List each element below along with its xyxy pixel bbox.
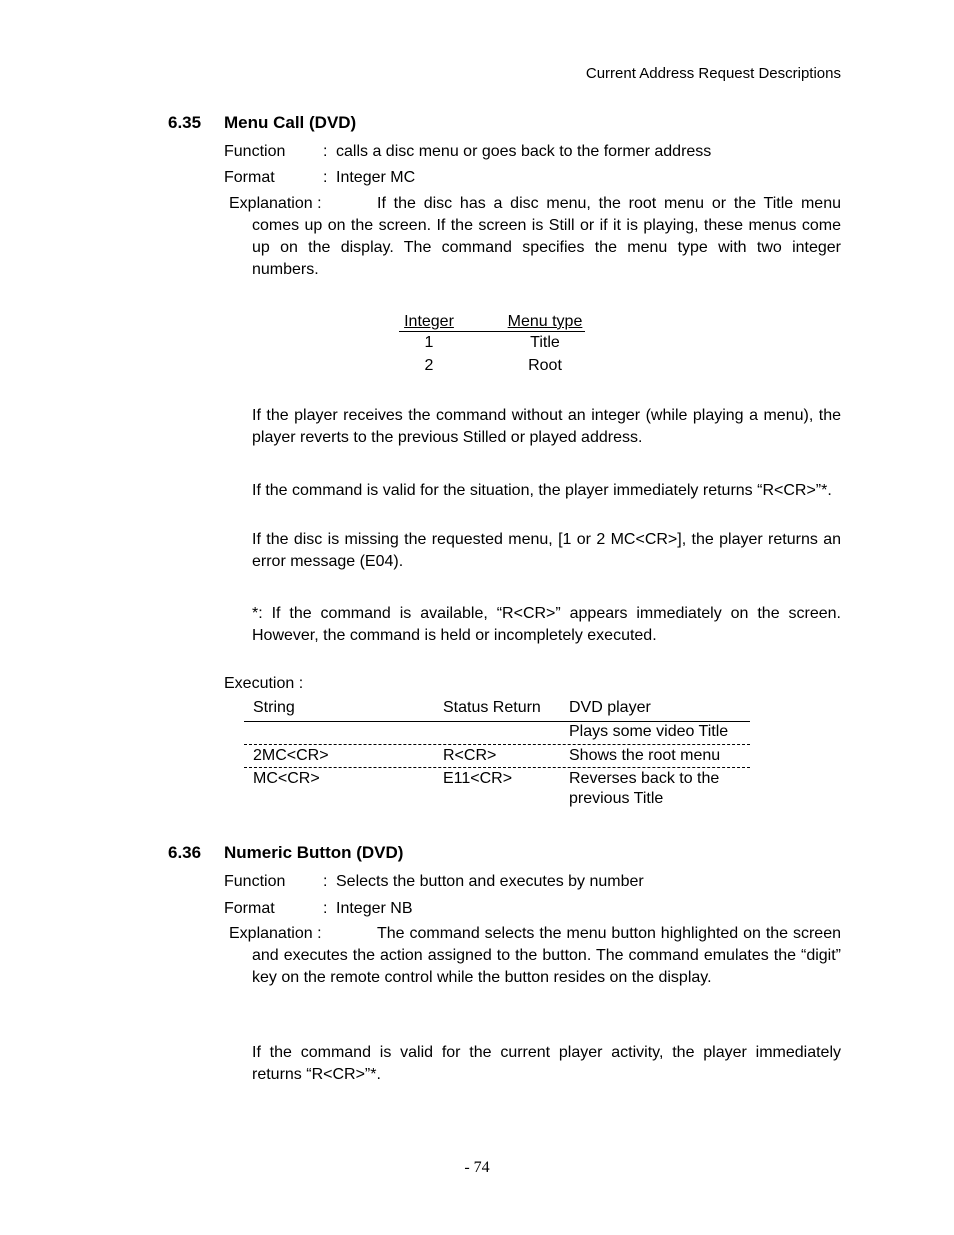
- section-title: Numeric Button (DVD): [224, 843, 404, 862]
- paragraph-no-integer: If the player receives the command without an integer (while playing a menu), the player reverts to the previous Stilled or played address.: [252, 407, 841, 446]
- function-label: Function: [224, 873, 286, 890]
- function-label: Function: [224, 143, 286, 160]
- table-cell: 2: [424, 357, 434, 374]
- explanation-body: The command selects the menu button highlighted on the screen and executes the action assigned to the button. The command emulates the “digit” key on the remote control while the button resides on the display.: [252, 925, 841, 986]
- format-colon: :: [323, 900, 328, 917]
- paragraph-valid-command: If the command is valid for the situation, the player immediately returns “R<CR>”*.: [252, 482, 832, 499]
- format-value: Integer MC: [336, 169, 416, 186]
- table-cell: Reverses back to the previous Title: [569, 770, 720, 807]
- explanation-text: [252, 923, 841, 989]
- table-rule: [244, 767, 750, 768]
- explanation-body: If the disc has a disc menu, the root menu or the Title menu comes up on the screen. If the screen is Still or if it is playing, these menus come up on the display. The command specifies the menu type with two integer numbers.: [252, 195, 841, 278]
- format-value: Integer NB: [336, 900, 413, 917]
- function-colon: :: [323, 143, 328, 160]
- table-cell: Title: [530, 334, 560, 351]
- table-header-integer: Integer: [404, 313, 454, 330]
- explanation-text: [252, 193, 841, 281]
- table-header-string: String: [253, 699, 295, 716]
- table-cell: MC<CR>: [253, 770, 320, 787]
- table-cell: E11<CR>: [443, 770, 513, 787]
- table-header-dvd-player: DVD player: [569, 699, 651, 716]
- function-colon: :: [323, 873, 328, 890]
- table-header-menu-type: Menu type: [507, 313, 583, 330]
- format-label: Format: [224, 169, 275, 186]
- table-cell: R<CR>: [443, 747, 497, 764]
- execution-label: Execution :: [224, 675, 304, 692]
- table-cell: Root: [528, 357, 562, 374]
- table-rule: [244, 744, 750, 745]
- function-value: calls a disc menu or goes back to the former address: [336, 143, 712, 160]
- table-header-status-return: Status Return: [443, 699, 541, 716]
- page-number: - 74: [464, 1159, 490, 1176]
- table-cell: 1: [424, 334, 434, 351]
- format-colon: :: [323, 169, 328, 186]
- section-number: 6.36: [168, 843, 202, 862]
- paragraph-valid-command: If the command is valid for the current player activity, the player immediately returns “R<CR>”*.: [252, 1044, 841, 1083]
- explanation-label: Explanation :: [229, 925, 322, 942]
- table-underline: [399, 331, 585, 332]
- explanation-label: Explanation :: [229, 195, 322, 212]
- table-cell: 2MC<CR>: [253, 747, 329, 764]
- paragraph-footnote: *: If the command is available, “R<CR>” appears immediately on the screen. However, the command is held or incompletely executed.: [252, 605, 841, 644]
- table-cell: Plays some video Title: [569, 723, 729, 740]
- function-value: Selects the button and executes by number: [336, 873, 644, 890]
- paragraph-missing-menu: If the disc is missing the requested menu, [1 or 2 MC<CR>], the player returns an error message (E04).: [252, 531, 841, 570]
- section-title: Menu Call (DVD): [224, 113, 357, 132]
- table-cell: Shows the root menu: [569, 747, 721, 764]
- running-header: Current Address Request Descriptions: [585, 65, 841, 82]
- format-label: Format: [224, 900, 275, 917]
- section-number: 6.35: [168, 113, 202, 132]
